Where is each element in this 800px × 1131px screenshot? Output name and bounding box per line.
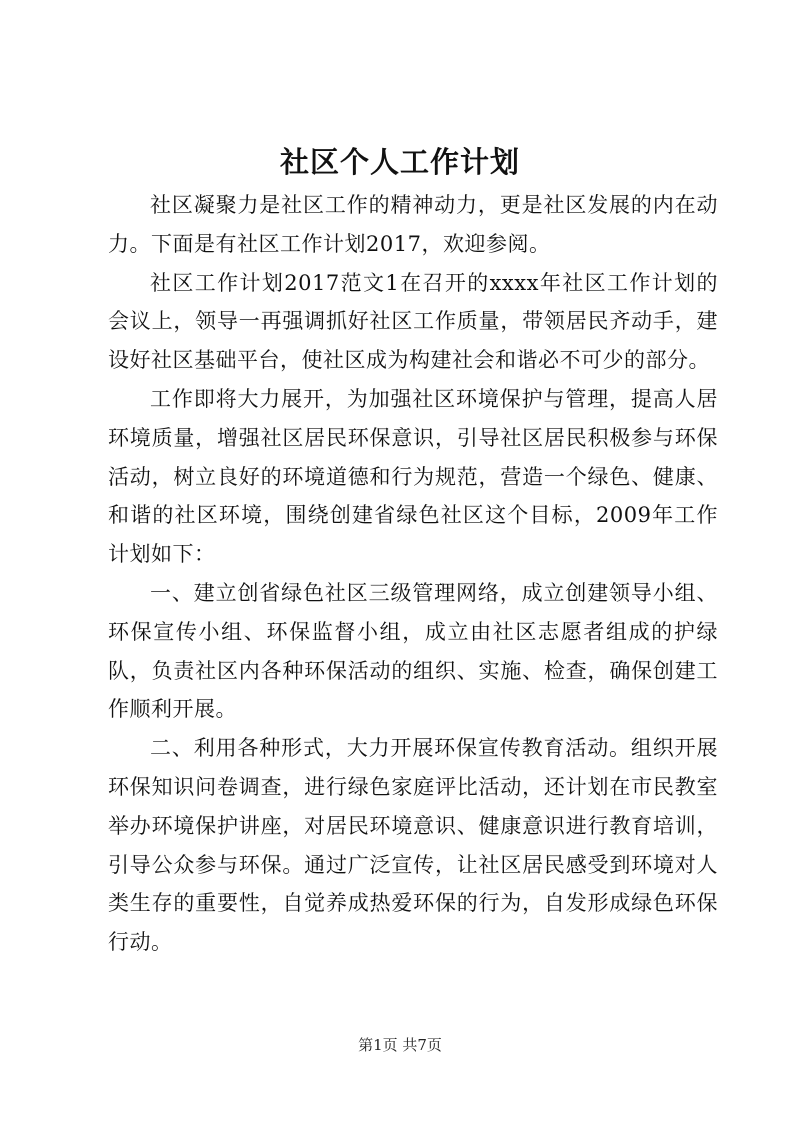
paragraph-goals: 工作即将大力展开，为加强社区环境保护与管理，提高人居环境质量，增强社区居民环保意识，引导社区居民积极参与环保活动，树立良好的环境道德和行为规范，营造一个绿色、健康、和谐的社区环境，围绕创建省绿色社区这个目标，2009年工作计划如下： [108,386,718,567]
page-footer: 第1页 共7页 [358,1036,442,1054]
document-title: 社区个人工作计划 [279,145,520,179]
paragraph-item-two: 二、利用各种形式，大力开展环保宣传教育活动。组织开展环保知识问卷调查，进行绿色家庭评比活动，还计划在市民教室举办环境保护讲座，对居民环境意识、健康意识进行教育培训，引导公众参与环保。通过广泛宣传，让社区居民感受到环境对人类生存的重要性，自觉养成热爱环保的行为，自发形成绿色环保行动。 [108,736,718,955]
paragraph-item-one: 一、建立创省绿色社区三级管理网络，成立创建领导小组、环保宣传小组、环保监督小组，成立由社区志愿者组成的护绿队，负责社区内各种环保活动的组织、实施、检查，确保创建工作顺利开展。 [108,580,718,722]
paragraph-intro: 社区凝聚力是社区工作的精神动力，更是社区发展的内在动力。下面是有社区工作计划2017，欢迎参阅。 [108,193,718,256]
paragraph-meeting: 社区工作计划2017范文1在召开的xxxx年社区工作计划的会议上，领导一再强调抓好社区工作质量，带领居民齐动手，建设好社区基础平台，使社区成为构建社会和谐必不可少的部分。 [108,270,718,373]
document-body [108,186,718,962]
